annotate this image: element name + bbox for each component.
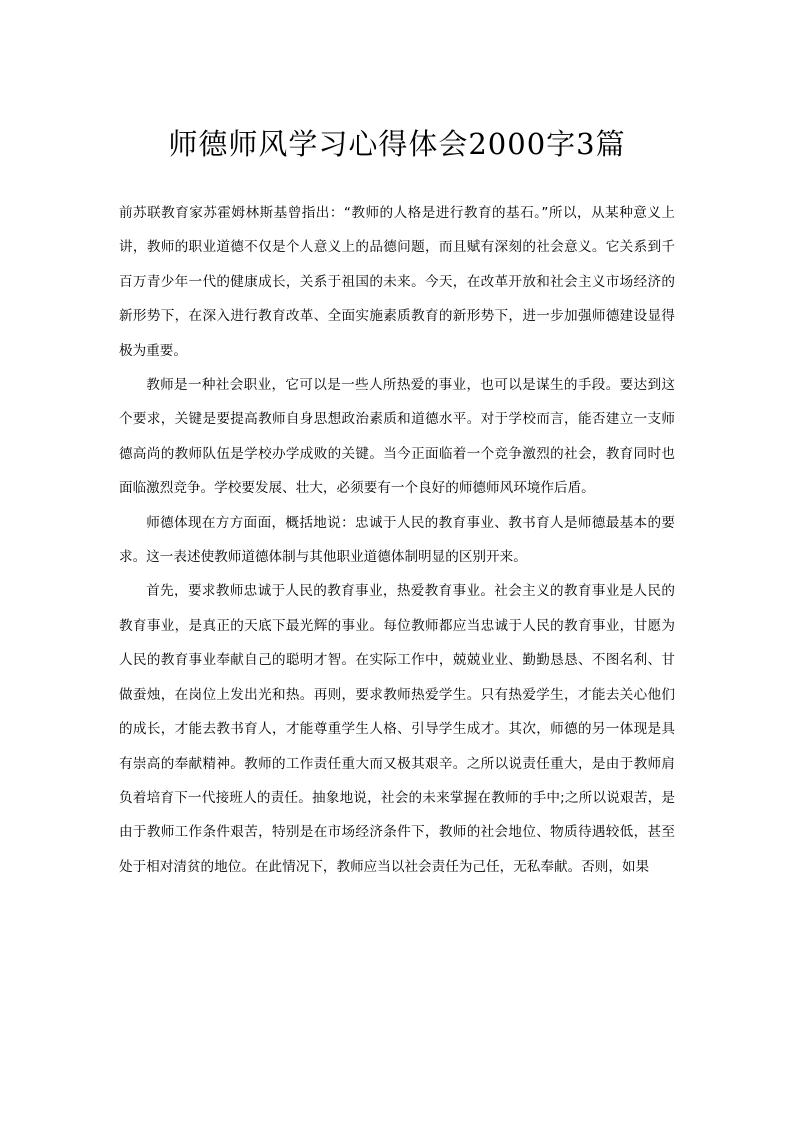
paragraph-4: 首先，要求教师忠诚于人民的教育事业，热爱教育事业。社会主义的教育事业是人民的教育事业，是真正的天底下最光辉的事业。每位教师都应当忠诚于人民的教育事业，甘愿为人民的教育事业奉献自己的聪明才智。在实际工作中，兢兢业业、勤勤恳恳、不图名利、甘做蚕烛，在岗位上发出光和热。再则，要求教师热爱学生。只有热爱学生，才能去关心他们的成长，才能去教书育人，才能尊重学生人格、引导学生成才。其次，师德的另一体现是具有崇高的奉献精神。教师的工作责任重大而又极其艰辛。之所以说责任重大，是由于教师肩负着培育下一代接班人的责任。抽象地说，社会的未来掌握在教师的手中;之所以说艰苦，是由于教师工作条件艰苦，特别是在市场经济条件下，教师的社会地位、物质待遇较低，甚至处于相对清贫的地位。在此情况下，教师应当以社会责任为己任，无私奉献。否则，如果 [119,583,675,875]
paragraph-3: 师德体现在方方面面，概括地说：忠诚于人民的教育事业、教书育人是师德最基本的要求。这一表述使教师道德体制与其他职业道德体制明显的区别开来。 [119,514,675,566]
paragraph-1: 前苏联教育家苏霍姆林斯基曾指出：“教师的人格是进行教育的基石。”所以，从某种意义上讲，教师的职业道德不仅是个人意义上的品德问题，而且赋有深刻的社会意义。它关系到千百万青少年一代的健康成长，关系于祖国的未来。今天，在改革开放和社会主义市场经济的新形势下，在深入进行教育改革、全面实施素质教育的新形势下，进一步加强师德建设显得极为重要。 [119,205,675,359]
document-title: 师德师风学习心得体会2000字3篇 [168,127,626,161]
paragraph-2: 教师是一种社会职业，它可以是一些人所热爱的事业，也可以是谋生的手段。要达到这个要求，关键是要提高教师自身思想政治素质和道德水平。对于学校而言，能否建立一支师德高尚的教师队伍是学校办学成败的关键。当今正面临着一个竞争激烈的社会，教育同时也面临激烈竞争。学校要发展、壮大，必须要有一个良好的师德师风环境作后盾。 [119,377,675,497]
document-body [119,196,675,884]
